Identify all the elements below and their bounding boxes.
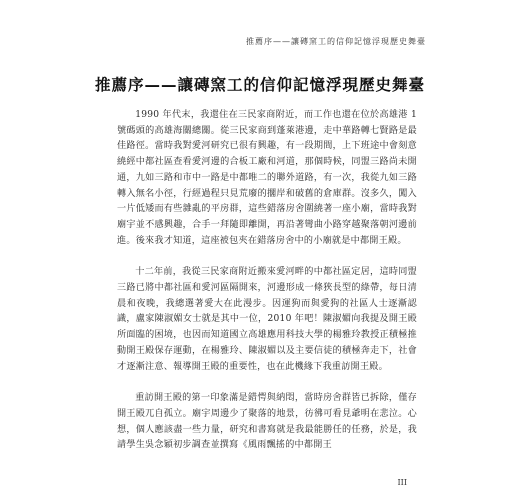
paragraph: 十二年前，我從三民家商附近搬來愛河畔的中都社區定居，這時同盟三路已將中都社區和愛河區隔開來，河邊形成一條狹長型的綠帶，每日清晨和夜晚，我總選著愛大在此漫步。因運狗而與愛狗的社區人士逐漸認識，盧家陳淑媚女士就是其中一位，2010 年吧！陳淑媚向我提及開王殿所面臨的困境，也因而知道國立高雄應用科技大學的楊雅玲教授正積極推動開王殿保存運動，在楊雅玲、陳淑媚以及主要信徒的積極奔走下，社會才逐漸注意、報導開王殿的重要性，也在此機緣下我重訪開王殿。 [117, 267, 417, 372]
page-title: 推薦序——讓磚窯工的信仰記憶浮現歷史舞臺 [94, 76, 425, 94]
running-head: 推薦序——讓磚窯工的信仰記憶浮現歷史舞臺 [246, 37, 426, 46]
page-number: III [397, 478, 407, 487]
paragraph: 1990 年代末，我還住在三民家商附近，而工作也還在位於高雄港 1 號碼頭的高雄海關總關。從三民家商到蓬萊港邊，走中華路轉七賢路是最佳路徑。當時我對愛河研究已很有興趣，有一段期間，上下班途中會刻意繞經中都社區查看愛河邊的合板工廠和河道，那個時候，同盟三路尚未開通，九如三路和市中一路是中都唯二的聯外道路，有一次，我從九如三路轉入無名小徑，行經過程只見荒廢的擱岸和破舊的倉庫群。沒多久，闖入一片低矮而有些雜亂的平房群，這些錯落房舍圍繞著一座小廟，當時我對廟宇並不感興趣，合手一拜隨即離開，再沿著彎曲小路穿越聚落朝河邊前進。後來我才知道，這座被包夾在錯落房舍中的小廟就是中都開王殿。 [117, 110, 417, 246]
body-text [117, 108, 417, 470]
paragraph: 重訪開王殿的第一印象滿是錯愕與納悶，當時房舍群皆已拆除，僅存開王殿兀自孤立。廟宇周邊少了聚落的地景，彷彿可看見爺明在悲泣。心想，個人應該盡一些力量，研究和書寫就是我最能勝任的任務，於是，我請學生吳念穎初步調查並撰寫《風雨飄搖的中都開王 [117, 393, 417, 451]
